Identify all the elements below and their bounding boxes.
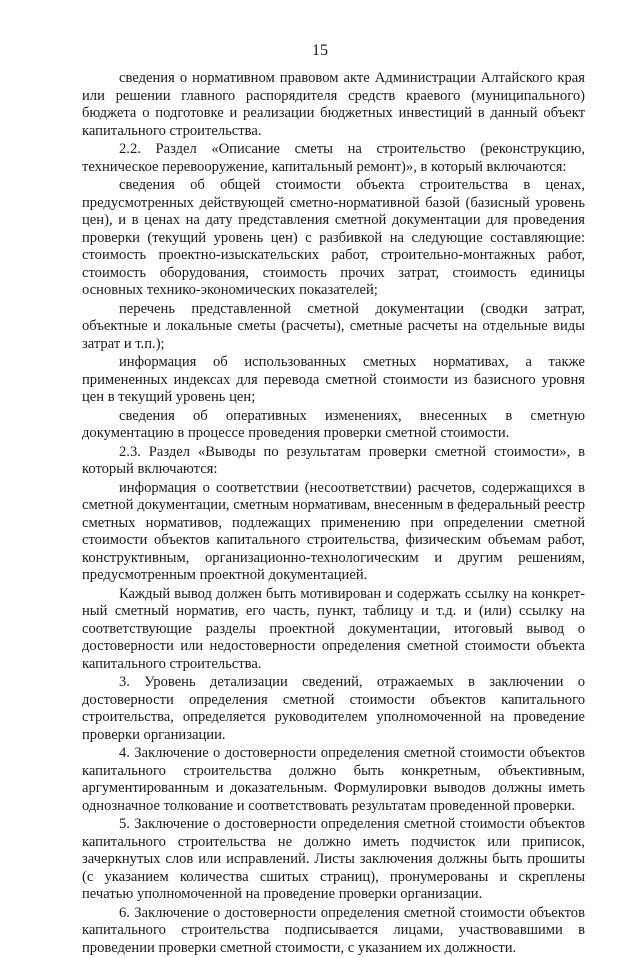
paragraph-compliance-info: информация о соответствии (несоответствии) расчетов, содержащихся в сметной документации, сметным нормативам, внесенным в федеральный реестр сметных нормативов, подлежащих применению при определении сметной стоимости объектов капитального строительства, физическим объемам работ, конструктивным, организационно-технологическим и другим решениям, предусмотренным проектной документацией. — [82, 479, 585, 583]
paragraph-item-4: 4. Заключение о достоверности определения сметной стоимости объектов капитального строительства должно быть конкретным, объективным, аргументированным и доказательным. Формулировки выводов должны иметь однозначное толкование и соответствовать результатам проведенной проверки. — [82, 745, 585, 814]
paragraph-section-2-2: 2.2. Раздел «Описание сметы на строительство (реконструкцию, техническое перевооружение, капитальный ремонт)», в который включаются: — [82, 141, 585, 175]
paragraph-norms-indices: информация об использованных сметных нормативах, а также примененных индексах для перевода сметной стоимости из базисного уровня цен в текущий уровень цен; — [82, 354, 585, 405]
paragraph-estimate-list: перечень представленной сметной документации (сводки затрат, объектные и локальные сметы (расчеты), сметные расчеты на отдельные виды затрат и т.п.); — [82, 300, 585, 352]
document-body — [82, 70, 585, 958]
paragraph-item-6: 6. Заключение о достоверности определения сметной стоимости объектов капитального строительства подписывается лицами, участвовавшими в проведении проверки сметной стоимости, с указанием их должности. — [82, 904, 585, 956]
paragraph-section-2-3: 2.3. Раздел «Выводы по результатам проверки сметной стоимости», в который включаются: — [82, 443, 585, 477]
paragraph-total-cost-info: сведения об общей стоимости объекта строительства в ценах, предусмотренных действующей сметно-нормативной базой (базисный уровень цен), и в ценах на дату представления сметной документации для проведения проверки (текущий уровень цен) с разбивкой на следующие составляющие: стоимость проектно-изыскательских работ, строительно-монтажных работ, стоимость оборудования, стоимость прочих затрат, стоимость единицы основных технико-экономических показателей; — [82, 177, 585, 298]
paragraph-item-3: 3. Уровень детализации сведений, отражаемых в заключении о достоверности определения сметной стоимости объектов капитального строительства, определяется руководителем уполномоченной на проведение проверки организации. — [82, 674, 585, 743]
paragraph-conclusion-motivation: Каждый вывод должен быть мотивирован и содержать ссылку на конкретный сметный норматив, его часть, пункт, таблицу и т.д. и (или) ссылку на соответствующие разделы проектной документации, итоговый вывод о достоверности или недостоверности определения сметной стоимости объекта капитального строительства. — [82, 585, 585, 672]
paragraph-legal-act-info: сведения о нормативном правовом акте Администрации Алтайского края или решении главного распорядителя средств краевого (муниципального) бюджета о подготовке и реализации бюджетных инвестиций в данный объект капитального строительства. — [82, 70, 585, 139]
paragraph-item-5: 5. Заключение о достоверности определения сметной стоимости объектов капитального строительства не должно иметь подчисток или приписок, зачеркнутых слов или исправлений. Листы заключения должны быть прошиты (с указанием количества сшитых страниц), пронумерованы и скреплены печатью уполномоченной на проведение проверки организации. — [82, 816, 585, 902]
paragraph-operational-changes: сведения об оперативных изменениях, внесенных в сметную документацию в процессе проведения проверки сметной стоимости. — [82, 407, 585, 441]
page-number: 15 — [312, 42, 328, 59]
